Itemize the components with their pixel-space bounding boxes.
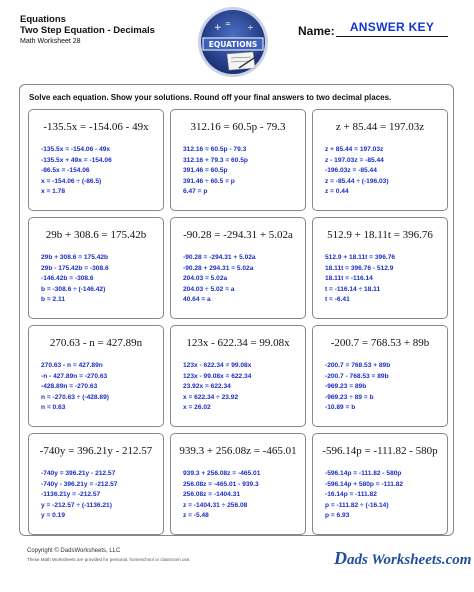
- name-label: Name:: [298, 24, 335, 38]
- solution-steps: [183, 361, 251, 414]
- problem-card-2: [170, 109, 306, 211]
- solution-answer: 6.47 = p: [183, 188, 208, 195]
- solution-step: 391.46 ÷ 60.5 = p: [183, 177, 235, 185]
- solution-step: -969.23 = 89b: [325, 383, 367, 390]
- problem-equation: -135.5x = -154.06 - 49x: [43, 121, 149, 133]
- solution-answer: x = 1.78: [41, 188, 66, 195]
- solution-steps: [183, 469, 260, 522]
- instructions: Solve each equation. Show your solutions. Round off your final answers to two decimal places.: [29, 93, 392, 102]
- solution-step: -n - 427.89n = -270.63: [41, 372, 108, 380]
- solution-steps: [41, 253, 109, 306]
- problem-card-1: [28, 109, 164, 211]
- solution-steps: [325, 253, 395, 306]
- problem-card-6: [312, 217, 448, 319]
- solution-steps: [41, 469, 117, 522]
- problem-card-11: [170, 433, 306, 535]
- solution-step: 391.46 = 60.5p: [183, 167, 228, 174]
- solution-step: -90.28 + 294.31 = 5.02a: [183, 264, 254, 272]
- problem-equation: -740y = 396.21y - 212.57: [39, 445, 153, 457]
- solution-step: -146.42b = -308.6: [41, 275, 94, 282]
- problem-equation: -200.7 = 768.53 + 89b: [330, 337, 430, 349]
- solution-step: -135.5x + 49x = -154.06: [41, 156, 112, 164]
- svg-text:EQUATIONS: EQUATIONS: [208, 40, 258, 49]
- solution-step: x = -154.06 ÷ (-86.5): [41, 177, 102, 185]
- copyright-notice: Copyright © DadsWorksheets, LLC: [27, 548, 121, 554]
- solution-step: 204.03 = 5.02a: [183, 275, 228, 282]
- solution-step: 18.11t = 396.76 - 512.9: [325, 264, 394, 272]
- problem-card-7: [28, 325, 164, 427]
- problem-card-8: [170, 325, 306, 427]
- solution-step: 123x - 622.34 = 99.08x: [183, 362, 252, 369]
- solution-answer: z = -5.48: [183, 512, 209, 519]
- problem-equation: 512.9 + 18.11t = 396.76: [327, 229, 433, 241]
- solution-step: 29b + 308.6 = 175.42b: [41, 254, 109, 261]
- solution-answer: b = 2.11: [41, 296, 66, 303]
- solution-step: z + 85.44 = 197.03z: [325, 146, 384, 153]
- solution-step: -596.14p = -111.82 - 580p: [325, 470, 402, 477]
- problem-card-3: [312, 109, 448, 211]
- solution-step: z - 197.03z = -85.44: [325, 156, 384, 164]
- worksheet-subtitle: Two Step Equation - Decimals: [20, 25, 155, 36]
- solution-step: 512.9 + 18.11t = 396.76: [325, 254, 396, 261]
- solution-step: 939.3 + 256.08z = -465.01: [183, 470, 261, 477]
- problem-card-4: [28, 217, 164, 319]
- solution-step: y = -212.57 ÷ (-1136.21): [41, 501, 112, 509]
- solution-step: 23.92x = 622.34: [183, 383, 231, 390]
- solution-step: -1136.21y = -212.57: [41, 491, 101, 498]
- problem-equation: z + 85.44 = 197.03z: [335, 121, 425, 133]
- problem-equation: 29b + 308.6 = 175.42b: [45, 229, 147, 241]
- solution-step: 270.63 - n = 427.89n: [41, 362, 103, 369]
- solution-step: 18.11t = -116.14: [325, 275, 373, 282]
- solution-step: -428.89n = -270.63: [41, 383, 98, 390]
- problem-card-12: [312, 433, 448, 535]
- solution-answer: -10.89 = b: [325, 404, 356, 411]
- solution-step: -200.7 = 768.53 + 89b: [325, 362, 391, 369]
- problem-card-9: [312, 325, 448, 427]
- equations-logo-icon: [197, 6, 269, 78]
- solution-step: x = 622.34 ÷ 23.92: [183, 393, 239, 401]
- name-field: [336, 36, 448, 37]
- solution-step: t = -116.14 ÷ 18.11: [325, 285, 381, 293]
- solution-answer: n = 0.63: [41, 404, 66, 411]
- svg-text:÷: ÷: [247, 23, 254, 32]
- problem-equation: -90.28 = -294.31 + 5.02a: [183, 229, 293, 241]
- solution-step: -596.14p + 580p = -111.82: [325, 480, 404, 488]
- answer-key-label: ANSWER KEY: [349, 20, 435, 34]
- solution-step: -196.03z = -85.44: [325, 167, 377, 174]
- dadsworksheets-logo[interactable]: [334, 548, 471, 569]
- solution-answer: x = 26.02: [183, 404, 211, 411]
- svg-text:+: +: [214, 23, 222, 33]
- worksheet-header: [0, 0, 474, 84]
- solution-answer: p = 6.93: [325, 512, 350, 519]
- solution-step: 204.03 ÷ 5.02 = a: [183, 285, 235, 293]
- solution-steps: [183, 253, 256, 306]
- solution-step: 123x - 99.08x = 622.34: [183, 372, 252, 380]
- solution-step: n = -270.63 ÷ (-428.89): [41, 393, 109, 401]
- svg-text:=: =: [225, 20, 231, 28]
- solution-answer: t = -6.41: [325, 296, 350, 303]
- problem-equation: 123x - 622.34 = 99.08x: [186, 337, 290, 349]
- solution-step: 29b - 175.42b = -308.6: [41, 264, 109, 272]
- solution-step: p = -111.82 ÷ (-16.14): [325, 501, 389, 509]
- problem-equation: 939.3 + 256.08z = -465.01: [179, 445, 297, 457]
- solution-step: 312.16 = 60.5p - 79.3: [183, 146, 247, 153]
- problem-equation: 312.16 = 60.5p - 79.3: [190, 121, 286, 133]
- solution-steps: [41, 361, 109, 414]
- solution-step: -16.14p = -111.82: [325, 491, 377, 498]
- solution-step: -200.7 - 768.53 = 89b: [325, 372, 389, 380]
- problem-equation: -596.14p = -111.82 - 580p: [322, 445, 438, 457]
- brand-initial: D: [334, 548, 347, 568]
- solution-steps: [325, 469, 403, 522]
- problem-equation: 270.63 - n = 427.89n: [49, 337, 143, 349]
- solution-step: b = -308.6 ÷ (-146.42): [41, 285, 106, 293]
- solution-steps: [325, 361, 390, 414]
- brand-rest: ads Worksheets.com: [347, 552, 472, 568]
- solution-steps: [325, 145, 389, 198]
- problem-card-5: [170, 217, 306, 319]
- solution-step: -740y = 396.21y - 212.57: [41, 470, 116, 477]
- solution-steps: [41, 145, 112, 198]
- solution-step: -740y - 396.21y = -212.57: [41, 480, 118, 488]
- solution-step: -86.5x = -154.06: [41, 167, 90, 174]
- usage-terms: These Math Worksheets are provided for personal, homeschool or classroom use.: [27, 557, 191, 562]
- worksheet-number: Math Worksheet 28: [20, 38, 81, 45]
- solution-step: z = -85.44 ÷ (-196.03): [325, 177, 389, 185]
- solution-step: -135.5x = -154.06 - 49x: [41, 146, 111, 153]
- solution-answer: 40.64 = a: [183, 296, 211, 303]
- solution-step: 312.16 + 79.3 = 60.5p: [183, 156, 248, 164]
- solution-steps: [183, 145, 248, 198]
- solution-step: 256.08z = -1404.31: [183, 491, 241, 498]
- solution-step: -969.23 ÷ 89 = b: [325, 393, 374, 401]
- worksheet-title: Equations: [20, 14, 66, 25]
- problem-card-10: [28, 433, 164, 535]
- solution-answer: y = 0.19: [41, 512, 66, 519]
- solution-answer: z = 0.44: [325, 188, 349, 195]
- problem-grid: [28, 109, 448, 535]
- solution-step: -90.28 = -294.31 + 5.02a: [183, 254, 256, 261]
- solution-step: 256.08z = -465.01 - 939.3: [183, 480, 259, 488]
- solution-step: z = -1404.31 ÷ 256.08: [183, 501, 248, 509]
